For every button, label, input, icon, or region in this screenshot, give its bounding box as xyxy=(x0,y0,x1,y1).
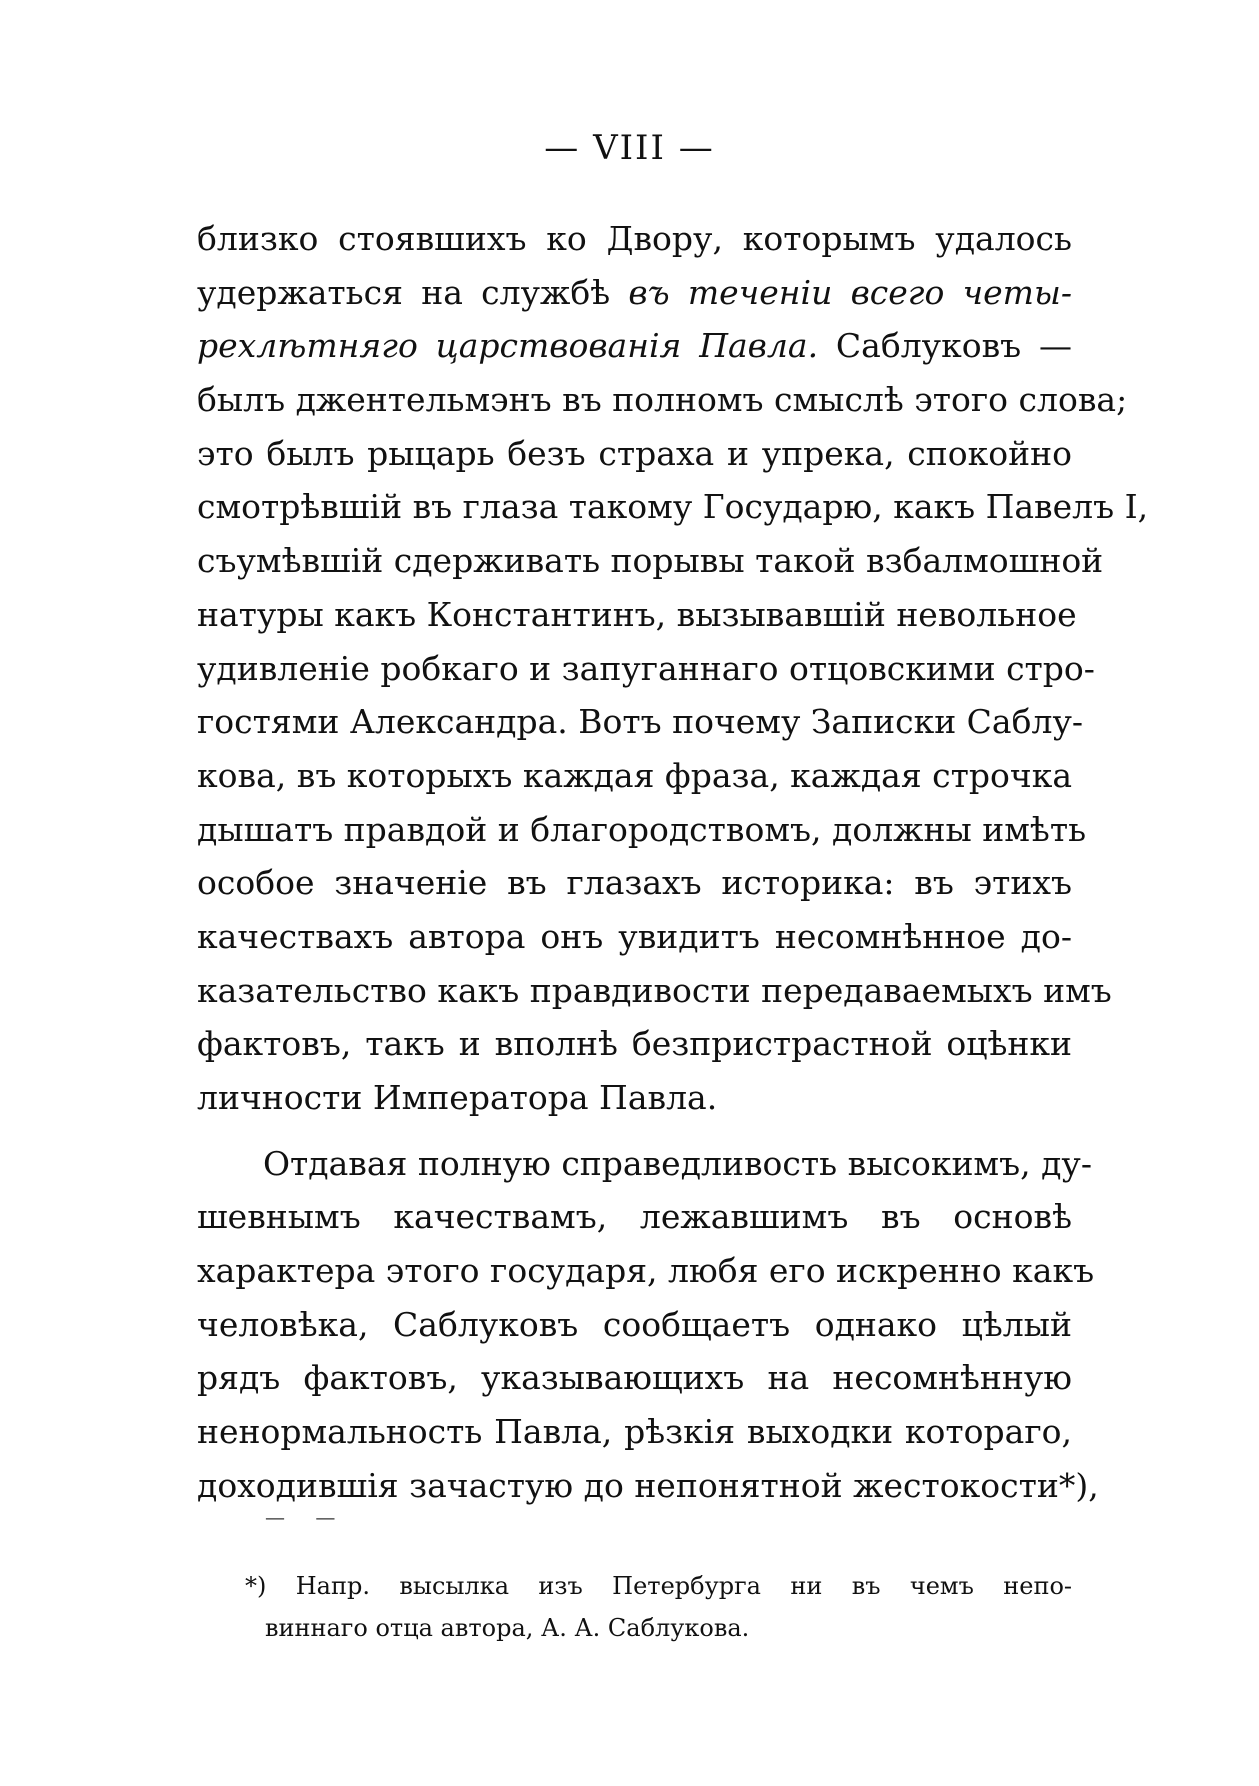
footnote-line: виннаго отца автора, А. А. Саблукова. xyxy=(265,1614,750,1642)
text-line: фактовъ, такъ и вполнѣ безпристрастной оцѣнки xyxy=(197,1024,1072,1064)
text-line: смотрѣвшій въ глаза такому Государю, какъ Павелъ I, xyxy=(197,487,1149,527)
footnote-separator: — — xyxy=(265,1505,348,1529)
text-line: качествахъ автора онъ увидитъ несомнѣнное до- xyxy=(197,916,1072,956)
text-line: особое значеніе въ глазахъ историка: въ этихъ xyxy=(197,863,1072,903)
italic-phrase: въ теченіи всего четы- xyxy=(628,272,1072,312)
text-line: былъ джентельмэнъ въ полномъ смыслѣ этого слова; xyxy=(197,380,1128,420)
text-line: характера этого государя, любя его искренно какъ xyxy=(197,1251,1095,1291)
page-number: — VIII — xyxy=(544,128,715,168)
text-line: человѣка, Саблуковъ сообщаетъ однако цѣлый xyxy=(197,1304,1072,1344)
paragraph-2 xyxy=(197,1137,1099,1513)
text-line: натуры какъ Константинъ, вызывавшій невольное xyxy=(197,594,1077,634)
text-line-part: удержаться на службѣ xyxy=(197,272,629,312)
text-line: съумѣвшій сдерживать порывы такой взбалмошной xyxy=(197,541,1104,581)
text-line: гостями Александра. Вотъ почему Записки Саблу- xyxy=(197,702,1084,742)
footnote-line: *) Напр. высылка изъ Петербурга ни въ чемъ непо- xyxy=(245,1572,1072,1600)
italic-phrase: рехлѣтняго царствованія Павла. xyxy=(197,326,819,366)
text-line: шевнымъ качествамъ, лежавшимъ въ основѣ xyxy=(197,1197,1072,1237)
text-line xyxy=(197,319,1072,373)
text-line-part: Саблуковъ — xyxy=(818,326,1073,366)
text-line: казательство какъ правдивости передаваемыхъ имъ xyxy=(197,970,1112,1010)
text-line: Отдавая полную справедливость высокимъ, ду- xyxy=(263,1143,1092,1183)
paragraph-1 xyxy=(197,212,1149,1125)
text-line: кова, въ которыхъ каждая фраза, каждая строчка xyxy=(197,755,1072,795)
main-text xyxy=(197,212,1149,1513)
text-line: доходившія зачастую до непонятной жестокости*), xyxy=(197,1465,1099,1505)
text-line: это былъ рыцарь безъ страха и упрека, спокойно xyxy=(197,433,1072,473)
text-line: дышатъ правдой и благородствомъ, должны имѣть xyxy=(197,809,1087,849)
text-line: близко стоявшихъ ко Двору, которымъ удалось xyxy=(197,219,1072,258)
text-line xyxy=(197,266,1072,320)
text-line: ненормальность Павла, рѣзкія выходки котораго, xyxy=(197,1412,1072,1452)
text-line: удивленіе робкаго и запуганнаго отцовскими стро- xyxy=(197,648,1095,688)
footnote xyxy=(245,1565,1072,1649)
text-line: личности Императора Павла. xyxy=(197,1078,718,1117)
text-line: рядъ фактовъ, указывающихъ на несомнѣнную xyxy=(197,1358,1072,1398)
